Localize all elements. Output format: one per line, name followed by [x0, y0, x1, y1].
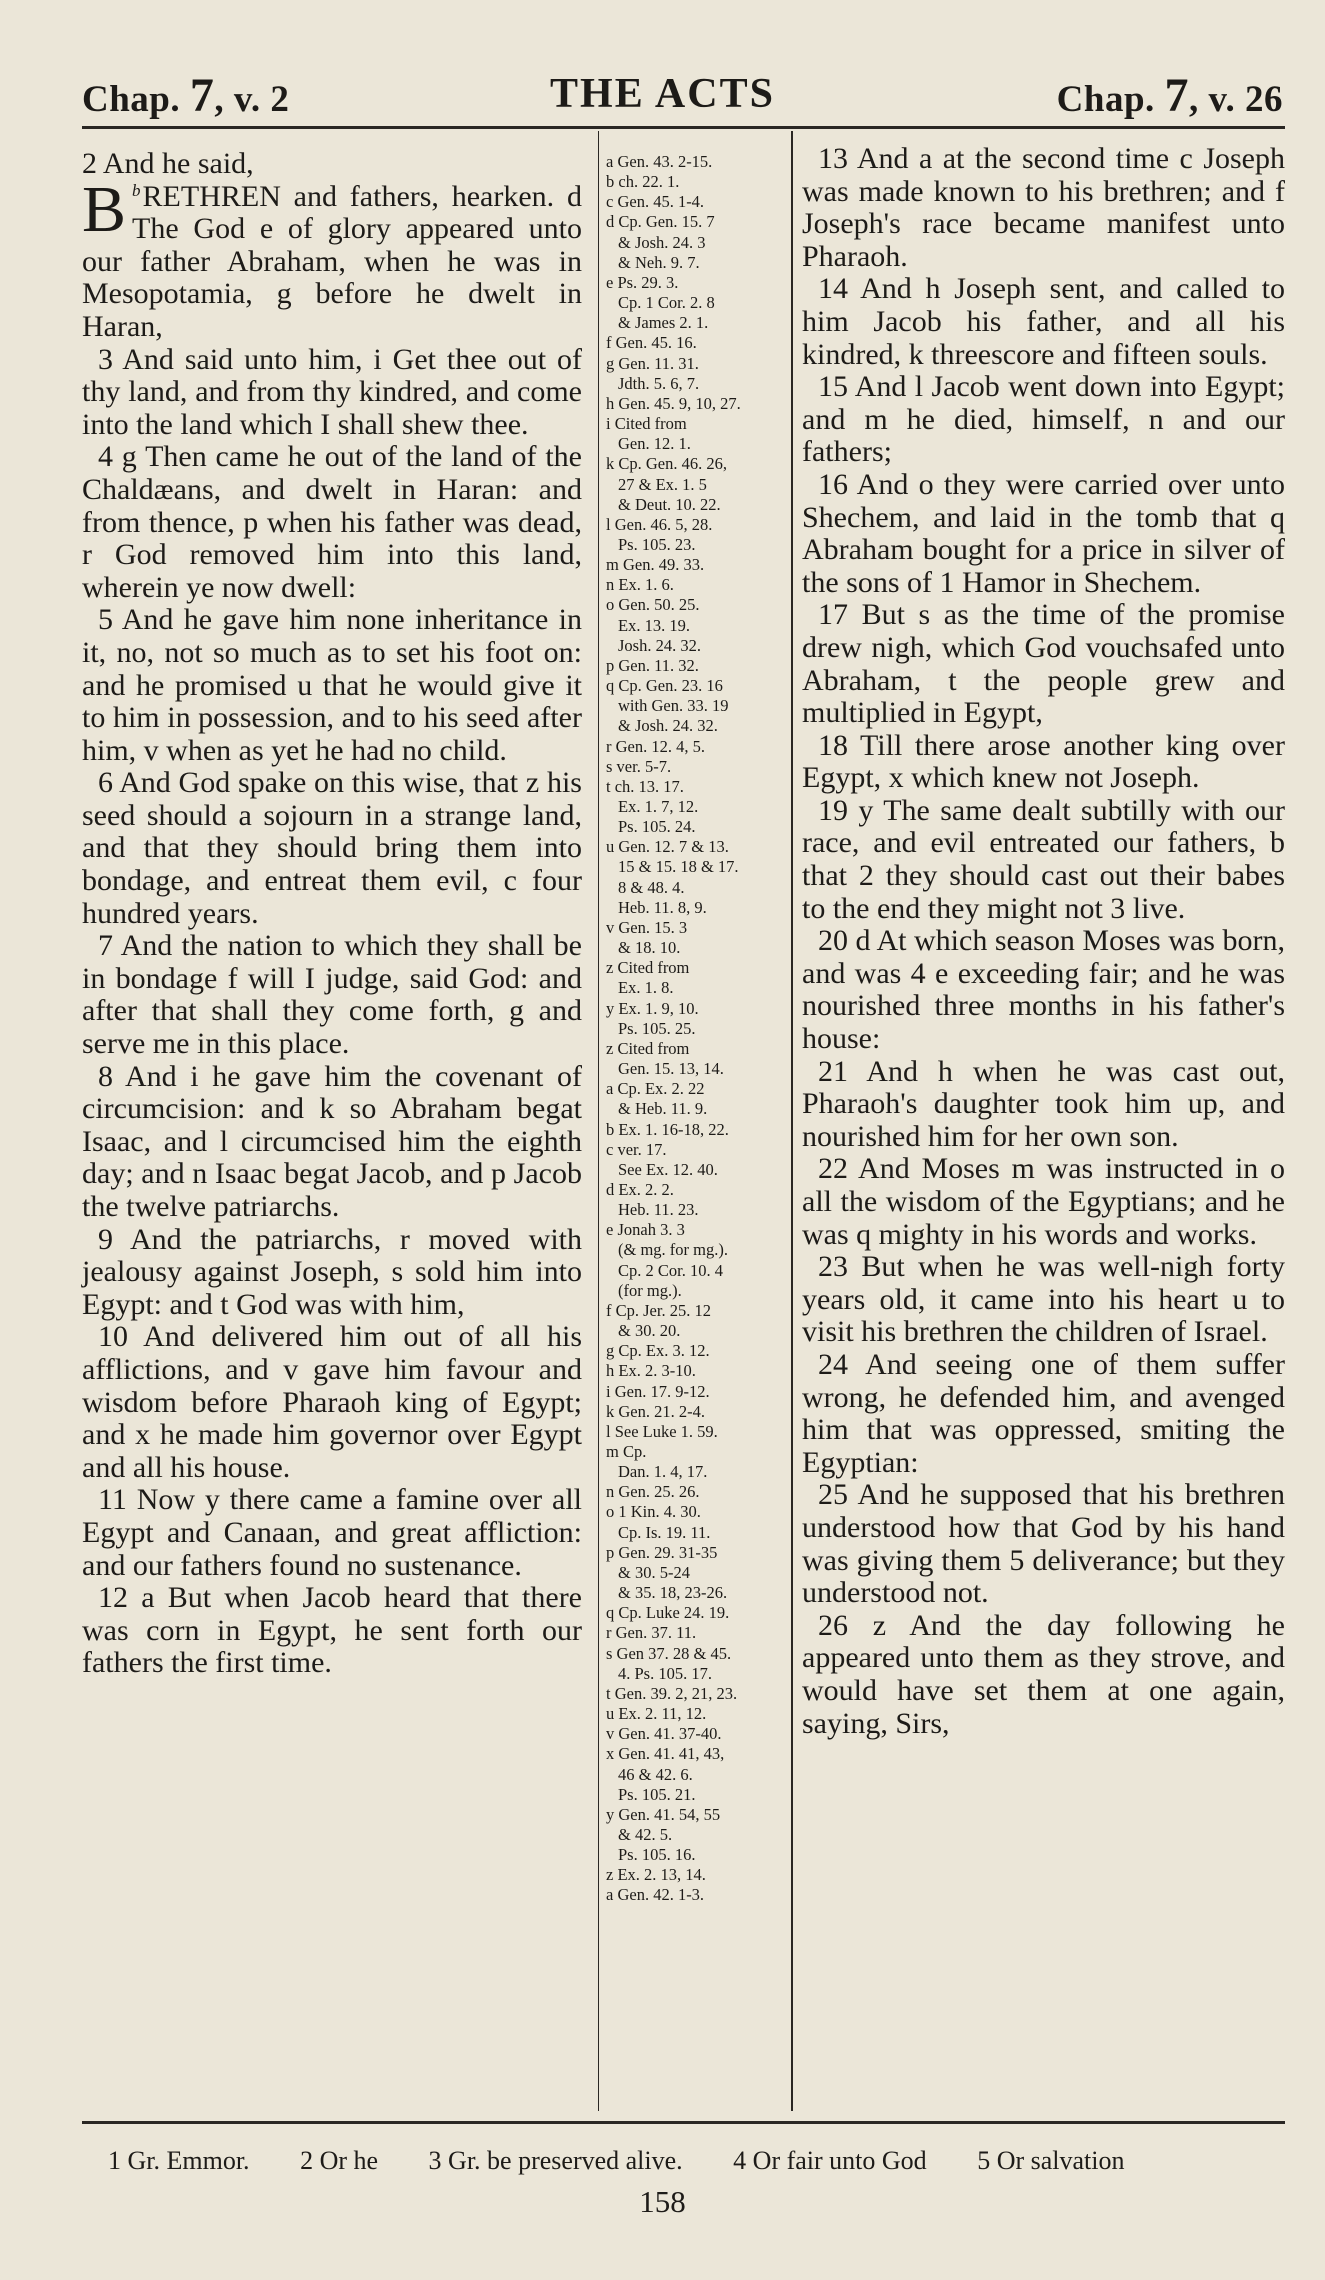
footnote-3: 3 Gr. be preserved alive. [428, 2146, 683, 2175]
cross-reference-line: v Gen. 41. 37-40. [606, 1724, 722, 1744]
cross-reference-line: 46 & 42. 6. [618, 1764, 693, 1784]
cross-reference-line: e Ps. 29. 3. [606, 272, 679, 292]
cross-reference-line: c Gen. 45. 1-4. [606, 192, 705, 212]
cross-reference-line: l See Luke 1. 59. [606, 1421, 718, 1441]
verse-11: 11 Now y there came a famine over all Egypt and Canaan, and great affliction: and our fathers found no sustenance. [82, 1483, 582, 1582]
verse-12: 12 a But when Jacob heard that there was corn in Egypt, he sent forth our fathers the first time. [82, 1581, 582, 1680]
header-right-num: 7 [1164, 69, 1190, 122]
cross-reference-line: with Gen. 33. 19 [618, 696, 729, 716]
running-header-right [1057, 68, 1283, 123]
cross-reference-line: f Cp. Jer. 25. 12 [606, 1300, 711, 1320]
cross-reference-line: p Gen. 11. 32. [606, 655, 699, 675]
cross-reference-column [606, 152, 788, 1906]
cross-reference-line: l Gen. 46. 5, 28. [606, 514, 713, 534]
verse-25: 25 And he supposed that his brethren understood how that God by his hand was giving them 5 deliverance; but they understood not. [802, 1478, 1285, 1610]
cross-reference-line: & Deut. 10. 22. [618, 494, 721, 514]
cross-reference-line: & Neh. 9. 7. [618, 252, 700, 272]
cross-reference-line: 4. Ps. 105. 17. [618, 1663, 712, 1683]
cross-reference-line: & 35. 18, 23-26. [618, 1583, 728, 1603]
cross-reference-line: r Gen. 12. 4, 5. [606, 736, 705, 756]
cross-reference-line: (& mg. for mg.). [618, 1240, 728, 1260]
cross-reference-line: Gen. 12. 1. [618, 434, 691, 454]
verse-13: 13 And a at the second time c Joseph was made known to his brethren; and f Joseph's race became manifest unto Pharaoh. [802, 142, 1285, 273]
header-right-chap: Chap. [1056, 79, 1155, 120]
cross-reference-line: t ch. 13. 17. [606, 776, 684, 796]
footnote-2: 2 Or he [300, 2146, 379, 2175]
cross-reference-line: 8 & 48. 4. [618, 877, 685, 897]
verse-19: 19 y The same dealt subtilly with our race, and evil entreated our fathers, b that 2 they should cast out their babes to the end they might not 3 live. [802, 793, 1285, 925]
cross-reference-line: Cp. Is. 19. 11. [618, 1522, 711, 1542]
cross-reference-line: Ex. 1. 7, 12. [618, 797, 699, 816]
cross-reference-line: Cp. 2 Cor. 10. 4 [618, 1260, 723, 1280]
cross-reference-line: a Gen. 43. 2-15. [606, 152, 713, 171]
cross-reference-line: u Gen. 12. 7 & 13. [606, 837, 729, 857]
verse-2-body [82, 172, 582, 344]
cross-reference-line: z Cited from [606, 958, 690, 978]
footnote-rule [82, 2121, 1285, 2124]
cross-reference-line: Ps. 105. 16. [618, 1845, 696, 1865]
cross-reference-line: f Gen. 45. 16. [606, 333, 697, 353]
column-divider-left [598, 131, 599, 2111]
cross-reference-line: g Gen. 11. 31. [606, 353, 699, 373]
verse-3: 3 And said unto him, i Get thee out of thy land, and from thy kindred, and come into the land which I shall shew thee. [82, 342, 582, 441]
cross-reference-line: y Ex. 1. 9, 10. [606, 998, 699, 1018]
cross-reference-line: & Heb. 11. 9. [618, 1099, 708, 1119]
verse-10: 10 And delivered him out of all his afflictions, and v gave him favour and wisdom before Pharaoh king of Egypt; and x he made him governor over Egypt and all his house. [82, 1320, 582, 1484]
verse-14: 14 And h Joseph sent, and called to him Jacob his father, and all his kindred, k threescore and fifteen souls. [802, 272, 1285, 371]
verse-22: 22 And Moses m was instructed in o all the wisdom of the Egyptians; and he was q mighty in his words and works. [802, 1152, 1285, 1251]
cross-reference-line: y Gen. 41. 54, 55 [606, 1804, 721, 1824]
cross-reference-line: & 30. 5-24 [618, 1562, 690, 1582]
verse-6: 6 And God spake on this wise, that z his seed should a sojourn in a strange land, and that they should bring them into bondage, and entreat them evil, c four hundred years. [82, 766, 582, 930]
cross-reference-line: & James 2. 1. [618, 313, 709, 333]
verse-18: 18 Till there arose another king over Egypt, x which knew not Joseph. [802, 728, 1285, 795]
footnotes [108, 2146, 1288, 2176]
cross-reference-line: & Josh. 24. 3 [618, 232, 706, 252]
verse-17: 17 But s as the time of the promise drew nigh, which God vouchsafed unto Abraham, t the people grew and multiplied in Egypt, [802, 598, 1285, 730]
verse-5: 5 And he gave him none inheritance in it, no, not so much as to set his foot on: and he promised u that he would give it to him in possession, and to his seed after him, v when as yet he had no child. [82, 603, 582, 767]
cross-reference-line: (for mg.). [618, 1280, 682, 1300]
cross-reference-line: q Cp. Gen. 23. 16 [606, 676, 723, 696]
header-left-num: 7 [189, 69, 215, 122]
cross-reference-line: d Ex. 2. 2. [606, 1179, 674, 1199]
cross-reference-line: r Gen. 37. 11. [606, 1623, 697, 1643]
cross-reference-line: v Gen. 15. 3 [606, 917, 688, 937]
cross-reference-line: e Jonah 3. 3 [606, 1220, 685, 1240]
header-right-verse: , v. 26 [1189, 79, 1283, 120]
verse-21: 21 And h when he was cast out, Pharaoh's daughter took him up, and nourished him for her own son. [802, 1054, 1285, 1153]
cross-reference-line: & 18. 10. [618, 938, 681, 958]
cross-reference-line: a Gen. 42. 1-3. [606, 1885, 705, 1905]
cross-reference-line: & Josh. 24. 32. [618, 716, 718, 736]
verse-2-intro: 2 And he said, [82, 147, 254, 180]
cross-reference-line: b ch. 22. 1. [606, 172, 680, 192]
cross-reference-line: o Gen. 50. 25. [606, 595, 700, 615]
verse-24: 24 And seeing one of them suffer wrong, he defended him, and avenged him that was oppressed, smiting the Egyptian: [802, 1347, 1285, 1479]
drop-cap: B [82, 172, 127, 246]
cross-reference-line: n Ex. 1. 6. [606, 575, 674, 595]
cross-reference-line: Dan. 1. 4, 17. [618, 1462, 708, 1482]
cross-reference-line: Heb. 11. 23. [618, 1200, 699, 1220]
cross-reference-line: 15 & 15. 18 & 17. [618, 857, 739, 877]
cross-reference-line: n Gen. 25. 26. [606, 1482, 700, 1502]
header-left-verse: , v. 2 [214, 79, 290, 120]
verse-20: 20 d At which season Moses was born, and was 4 e exceeding fair; and he was nourished three months in his father's house: [802, 924, 1285, 1056]
verse-9: 9 And the patriarchs, r moved with jealousy against Joseph, s sold him into Egypt: and t God was with him, [82, 1222, 582, 1321]
cross-reference-line: Josh. 24. 32. [618, 635, 701, 655]
verse-8: 8 And i he gave him the covenant of circumcision: and k so Abraham begat Isaac, and l circumcised him the eighth day; and n Isaac begat Jacob, and p Jacob the twelve patriarchs. [82, 1059, 582, 1223]
cross-reference-line: Ps. 105. 24. [618, 817, 696, 837]
cross-reference-line: z Cited from [606, 1038, 690, 1058]
cross-reference-line: m Cp. [606, 1442, 647, 1461]
left-text-column [82, 148, 582, 1680]
cross-reference-line: g Cp. Ex. 3. 12. [606, 1341, 710, 1361]
verse-4: 4 g Then came he out of the land of the Chaldæans, and dwelt in Haran: and from thence, p when his father was dead, r God removed him into this land, wherein ye now dwell: [82, 440, 582, 604]
verse-7: 7 And the nation to which they shall be in bondage f will I judge, said God: and after that shall they come forth, g and serve me in this place. [82, 929, 582, 1061]
cross-reference-line: Ps. 105. 21. [618, 1784, 696, 1804]
verse-15: 15 And l Jacob went down into Egypt; and m he died, himself, n and our fathers; [802, 370, 1285, 469]
verse-16: 16 And o they were carried over unto Shechem, and laid in the tomb that q Abraham bought for a price in silver of the sons of 1 Hamor in Shechem. [802, 467, 1285, 599]
cross-reference-line: k Gen. 21. 2-4. [606, 1401, 705, 1421]
cross-reference-line: & 30. 20. [618, 1321, 681, 1341]
footnote-1: 1 Gr. Emmor. [108, 2146, 250, 2175]
cross-reference-line: & 42. 5. [618, 1824, 673, 1844]
verse-23: 23 But when he was well-nigh forty years old, it came into his heart u to visit his brethren the children of Israel. [802, 1250, 1285, 1349]
cross-reference-line: b Ex. 1. 16-18, 22. [606, 1119, 729, 1139]
drop-cap-marker: b [132, 180, 141, 200]
right-text-column [802, 143, 1285, 1740]
page-number: 158 [639, 2184, 686, 2219]
cross-reference-line: a Cp. Ex. 2. 22 [606, 1079, 705, 1099]
cross-reference-line: Gen. 15. 13, 14. [618, 1059, 724, 1079]
cross-reference-line: z Ex. 2. 13, 14. [606, 1865, 706, 1885]
cross-reference-line: Ex. 13. 19. [618, 615, 690, 635]
cross-reference-line: Cp. 1 Cor. 2. 8 [618, 293, 715, 313]
cross-reference-line: x Gen. 41. 41, 43, [606, 1744, 725, 1764]
cross-reference-line: c ver. 17. [606, 1139, 667, 1159]
cross-reference-line: u Ex. 2. 11, 12. [606, 1704, 707, 1724]
cross-reference-line: t Gen. 39. 2, 21, 23. [606, 1683, 738, 1703]
book-title: THE ACTS [550, 71, 775, 117]
cross-reference-line: i Gen. 17. 9-12. [606, 1381, 710, 1401]
cross-reference-line: Ex. 1. 8. [618, 978, 674, 998]
cross-reference-line: See Ex. 12. 40. [618, 1159, 718, 1179]
cross-reference-line: q Cp. Luke 24. 19. [606, 1603, 730, 1623]
column-divider-right [791, 131, 793, 2111]
cross-reference-line: d Cp. Gen. 15. 7 [606, 212, 715, 232]
cross-reference-line: Ps. 105. 25. [618, 1018, 696, 1038]
cross-reference-line: s Gen 37. 28 & 45. [606, 1643, 732, 1663]
cross-reference-line: Heb. 11. 8, 9. [618, 897, 707, 917]
cross-reference-line: Jdth. 5. 6, 7. [618, 373, 700, 393]
header-rule [82, 126, 1285, 129]
cross-reference-line: s ver. 5-7. [606, 756, 672, 776]
cross-reference-line: i Cited from [606, 414, 687, 434]
verse-26: 26 z And the day following he appeared unto them as they strove, and would have set them at one again, saying, Sirs, [802, 1608, 1285, 1740]
cross-reference-line: 27 & Ex. 1. 5 [618, 474, 707, 494]
verse-2-text: RETHREN and fathers, hearken. d The God e of glory appeared unto our father Abraham, when he was in Mesopotamia, g before he dwelt in Haran, [82, 179, 582, 343]
cross-reference-line: m Gen. 49. 33. [606, 555, 705, 575]
cross-reference-line: p Gen. 29. 31-35 [606, 1542, 718, 1562]
cross-reference-line: h Gen. 45. 9, 10, 27. [606, 393, 741, 413]
header-left-chap: Chap. [82, 79, 181, 120]
footnote-5: 5 Or salvation [977, 2146, 1125, 2175]
cross-reference-line: k Cp. Gen. 46. 26, [606, 454, 727, 474]
cross-reference-line: Ps. 105. 23. [618, 534, 696, 554]
cross-reference-line: h Ex. 2. 3-10. [606, 1361, 696, 1381]
footnote-4: 4 Or fair unto God [733, 2146, 927, 2175]
cross-reference-line: o 1 Kin. 4. 30. [606, 1502, 701, 1522]
